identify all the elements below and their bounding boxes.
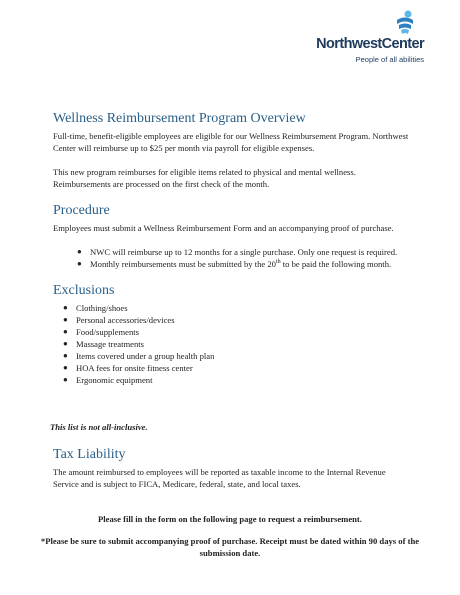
overview-paragraph-2: This new program reimburses for eligible items related to physical and mental wellness. Reimbursements are processed on the first check of the month. xyxy=(53,167,356,189)
ordinal-suffix: th xyxy=(275,259,281,266)
exclusions-heading: Exclusions xyxy=(53,283,115,298)
bullet-icon: ● xyxy=(77,259,82,268)
fill-form-instruction: Please fill in the form on the following page to request a reimbursement. xyxy=(98,514,362,524)
tax-section xyxy=(53,447,413,490)
tax-paragraph: The amount reimbursed to employees will be reported as taxable income to the Internal Revenue Service and is subject to FICA, Medicare, federal, state, and local taxes. xyxy=(53,467,386,489)
list-item xyxy=(63,374,413,386)
main-content xyxy=(53,111,413,386)
procedure-item xyxy=(77,246,413,258)
exclusion-text: Massage treatments xyxy=(76,339,145,349)
logo-mark-icon xyxy=(392,10,418,36)
bullet-icon: ● xyxy=(63,375,68,384)
exclusion-text: Personal accessories/devices xyxy=(76,315,175,325)
bullet-icon: ● xyxy=(63,315,68,324)
procedure-list xyxy=(53,246,413,270)
bullet-icon: ● xyxy=(63,327,68,336)
procedure-item-text-end: to be paid the following month. xyxy=(280,259,392,269)
exclusions-list xyxy=(53,302,413,386)
bullet-icon: ● xyxy=(63,339,68,348)
logo-brand: NorthwestCenter xyxy=(316,36,424,52)
proof-of-purchase-note: *Please be sure to submit accompanying proof of purchase. Receipt must be dated within 90 days of the submission date. xyxy=(40,536,420,558)
tax-heading: Tax Liability xyxy=(53,447,126,462)
exclusions-note: This list is not all-inclusive. xyxy=(50,422,148,432)
bullet-icon: ● xyxy=(63,363,68,372)
overview-heading: Wellness Reimbursement Program Overview xyxy=(53,111,306,126)
list-item xyxy=(63,302,413,314)
list-item xyxy=(63,338,413,350)
exclusion-text: Ergonomic equipment xyxy=(76,375,153,385)
exclusion-text: Food/supplements xyxy=(76,327,140,337)
exclusion-text: Clothing/shoes xyxy=(76,303,128,313)
exclusion-text: Items covered under a group health plan xyxy=(76,351,215,361)
bullet-icon: ● xyxy=(63,351,68,360)
northwest-center-logo xyxy=(294,10,424,62)
overview-paragraph-1: Full-time, benefit-eligible employees are eligible for our Wellness Reimbursement Program. Northwest Center will reimburse up to $25 per month via payroll for eligible expenses. xyxy=(53,131,409,153)
list-item xyxy=(63,326,413,338)
procedure-heading: Procedure xyxy=(53,203,110,218)
list-item xyxy=(63,350,413,362)
procedure-intro: Employees must submit a Wellness Reimbursement Form and an accompanying proof of purchase. xyxy=(53,223,394,233)
procedure-item xyxy=(77,258,413,270)
logo-tagline: People of all abilities xyxy=(355,55,424,64)
bullet-icon: ● xyxy=(63,303,68,312)
procedure-item-text: Monthly reimbursements must be submitted by the 20 xyxy=(90,259,276,269)
procedure-item-text: NWC will reimburse up to 12 months for a single purchase. Only one request is required. xyxy=(90,247,398,257)
list-item xyxy=(63,362,413,374)
list-item xyxy=(63,314,413,326)
exclusion-text: HOA fees for onsite fitness center xyxy=(76,363,193,373)
bullet-icon: ● xyxy=(77,247,82,256)
